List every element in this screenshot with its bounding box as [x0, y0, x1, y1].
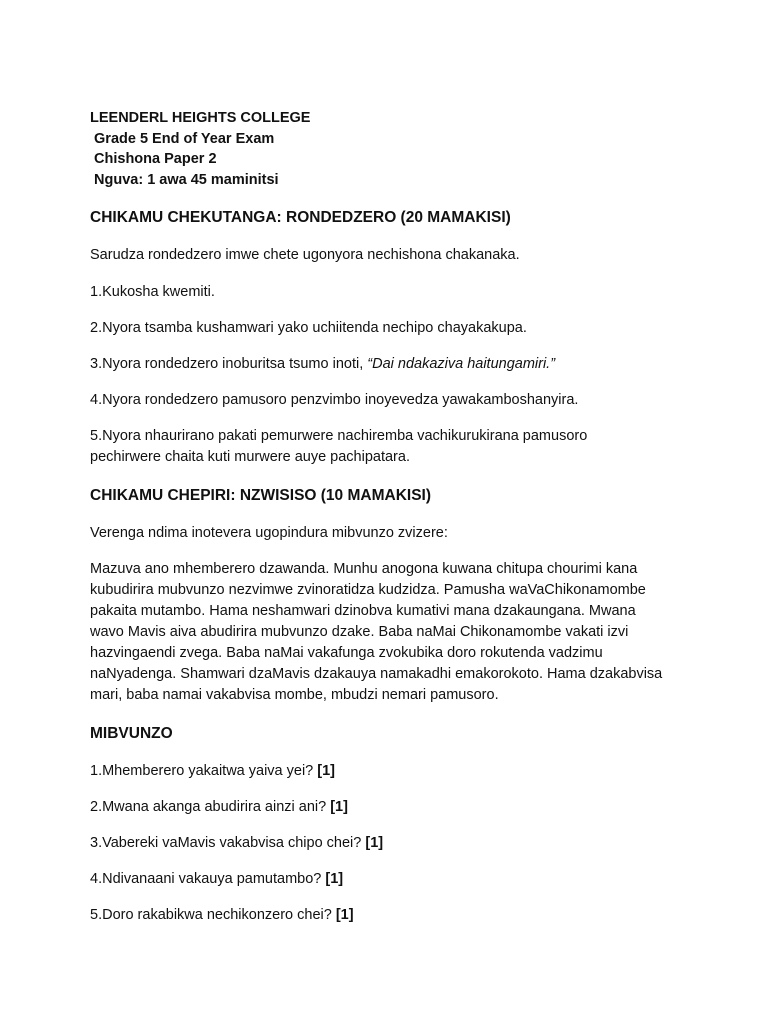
- section1-heading: CHIKAMU CHEKUTANGA: RONDEDZERO (20 MAMAKISI): [90, 209, 511, 226]
- exam-duration: Nguva: 1 awa 45 maminitsi: [90, 171, 279, 188]
- question-item: 5.Doro rakabikwa nechikonzero chei? [1]: [90, 907, 354, 923]
- composition-topic: 4.Nyora rondedzero pamusoro penzvimbo inoyevedza yawakamboshanyira.: [90, 392, 579, 408]
- school-name: LEENDERL HEIGHTS COLLEGE: [90, 110, 311, 126]
- composition-topic: 1.Kukosha kwemiti.: [90, 284, 215, 300]
- paper-title: Chishona Paper 2: [90, 151, 217, 167]
- question-item: 1.Mhemberero yakaitwa yaiva yei? [1]: [90, 763, 336, 779]
- exam-page: [90, 108, 690, 926]
- question-mark-value: [1]: [317, 763, 336, 779]
- questions-heading: MIBVUNZO: [90, 725, 173, 742]
- composition-topic: 5.Nyora nhaurirano pakati pemurwere nachiremba vachikurukirana pamusoro pechirwere chaita kuti murwere auye pachipatara.: [90, 428, 588, 465]
- question-mark-value: [1]: [335, 907, 354, 923]
- question-item: 4.Ndivanaani vakauya pamutambo? [1]: [90, 871, 344, 887]
- exam-header: [90, 108, 690, 190]
- comprehension-passage: Mazuva ano mhemberero dzawanda. Munhu anogona kuwana chitupa chourimi kana kubudirira mubvunzo nezvimwe zvinoratidza kudzidza. Pamusha waVaChikonamombe pakaita mutambo. Hama neshamwari dzinobva kumativi mana dzakaungana. Mwana wavo Mavis aiva abudirira mubvunzo dzake. Baba naMai Chikonamombe vakati izvi hazvingaendi zvega. Baba naMai vakafunga zvokubika doro rokutenda vadzimu naNyadenga. Shamwari dzaMavis dzakauya namakadhi emakorokoto. Hama dzakabvisa mari, baba namai vakabvisa mombe, mbudzi nemari pamusoro.: [90, 561, 663, 703]
- composition-topic: 2.Nyora tsamba kushamwari yako uchiitenda nechipo chayakakupa.: [90, 320, 527, 336]
- question-item: 2.Mwana akanga abudirira ainzi ani? [1]: [90, 799, 348, 815]
- section2-instruction: Verenga ndima inotevera ugopindura mibvunzo zvizere:: [90, 525, 448, 541]
- section2-heading: CHIKAMU CHEPIRI: NZWISISO (10 MAMAKISI): [90, 487, 431, 504]
- section1-instruction: Sarudza rondedzero imwe chete ugonyora nechishona chakanaka.: [90, 247, 520, 263]
- question-mark-value: [1]: [365, 835, 384, 851]
- composition-topic: 3.Nyora rondedzero inoburitsa tsumo inoti, “Dai ndakaziva haitungamiri.”: [90, 356, 556, 372]
- question-item: 3.Vabereki vaMavis vakabvisa chipo chei? [1]: [90, 835, 384, 851]
- question-mark-value: [1]: [325, 871, 344, 887]
- exam-title: Grade 5 End of Year Exam: [90, 130, 275, 147]
- proverb-quote: “Dai ndakaziva haitungamiri.”: [367, 356, 556, 372]
- question-mark-value: [1]: [330, 799, 348, 815]
